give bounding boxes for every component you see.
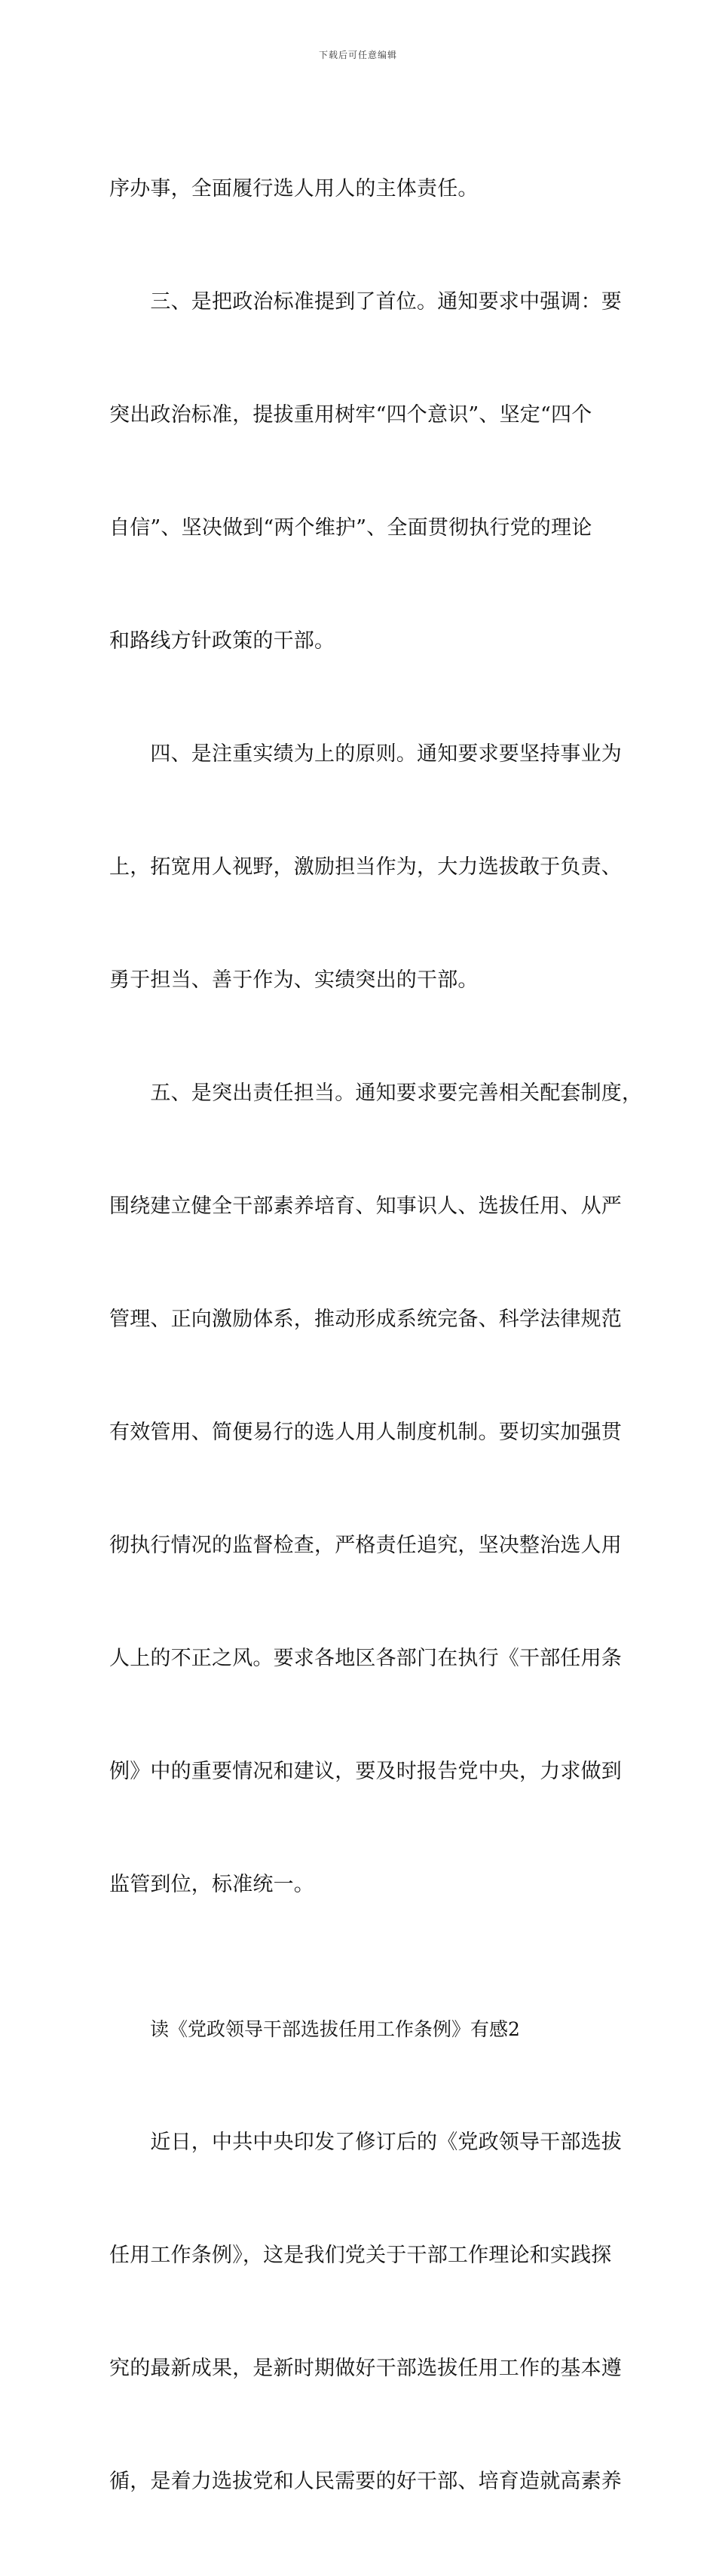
text-line: 任用工作条例》，这是我们党关于干部工作理论和实践探 [109, 2244, 612, 2267]
text-line: 序办事，全面履行选人用人的主体责任。 [109, 177, 479, 200]
text-line: 例》中的重要情况和建议，要及时报告党中央，力求做到 [109, 1760, 622, 1783]
document-body [109, 95, 643, 2576]
text-line: 监管到位，标准统一。 [109, 1873, 314, 1896]
text-line: 有效管用、简便易行的选人用人制度机制。要切实加强贯 [109, 1421, 622, 1444]
text-line: 自信”、坚决做到“两个维护”、全面贯彻执行党的理论 [109, 516, 592, 540]
text-line: 五、是突出责任担当。通知要求要完善相关配套制度， [109, 1081, 643, 1105]
text-line: 彻执行情况的监督检查，严格责任追究，坚决整治选人用 [109, 1534, 622, 1557]
text-line: 围绕建立健全干部素养培育、知事识人、选拔任用、从严 [109, 1195, 622, 1218]
text-line: 人上的不正之风。要求各地区各部门在执行《干部任用条 [109, 1647, 622, 1670]
text-line: 四、是注重实绩为上的原则。通知要求要坚持事业为 [109, 742, 622, 766]
text-line: 突出政治标准，提拔重用树牢“四个意识”、坚定“四个 [109, 403, 592, 427]
section-subtitle: 读《党政领导干部选拔任用工作条例》有感2 [150, 2018, 520, 2040]
text-block-2 [109, 2048, 622, 2576]
text-line: 和路线方针政策的干部。 [109, 629, 335, 653]
text-line: 勇于担当、善于作为、实绩突出的干部。 [109, 968, 479, 992]
text-line: 上，拓宽用人视野，激励担当作为，大力选拔敢于负责、 [109, 855, 622, 879]
text-line: 究的最新成果，是新时期做好干部选拔任用工作的基本遵 [109, 2357, 622, 2380]
page-header: 下载后可任意编辑 [318, 50, 397, 60]
text-line: 近日，中共中央印发了修订后的《党政领导干部选拔 [109, 2131, 622, 2154]
text-line: 循，是着力选拔党和人民需要的好干部、培育造就高素养 [109, 2470, 622, 2493]
section-gap [109, 1979, 613, 2011]
text-line: 管理、正向激励体系，推动形成系统完备、科学法律规范 [109, 1308, 622, 1331]
text-block-1 [109, 95, 643, 1979]
text-line: 三、是把政治标准提到了首位。通知要求中强调：要 [109, 290, 622, 314]
